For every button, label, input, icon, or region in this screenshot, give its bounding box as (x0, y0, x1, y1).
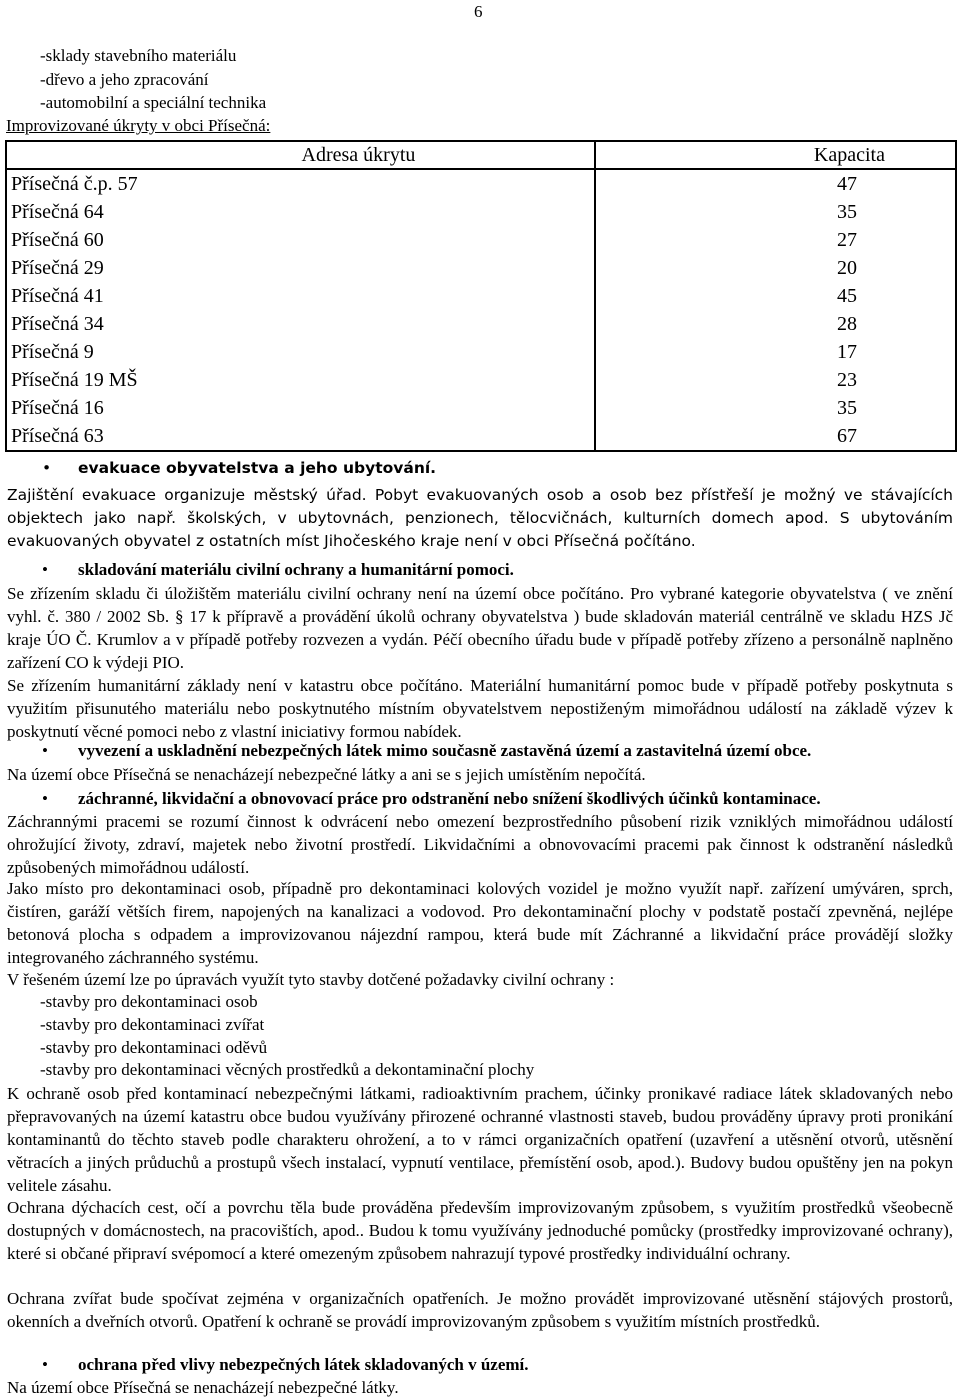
stavby-item-1: -stavby pro dekontaminaci osob (40, 992, 258, 1011)
address-cell: Přísečná 63 (6, 422, 595, 451)
ochrana-text-3: Ochrana zvířat bude spočívat zejména v organizačních opatřeních. Je možno provádět improvizované utěsnění stájových prostorů, okenních a dveřních otvorů. Opatření k ochraně se provádí improvizovaným způsobem s využitím místních prostředků. (7, 1289, 953, 1331)
table-row (6, 254, 956, 282)
address-cell: Přísečná 34 (6, 310, 595, 338)
column-header-address: Adresa úkrytu (6, 141, 595, 169)
stavby-item-4: -stavby pro dekontaminaci věcných prostředků a dekontaminační plochy (40, 1060, 535, 1079)
table-row (6, 169, 956, 198)
table-row (6, 338, 956, 366)
capacity-cell: 35 (595, 394, 956, 422)
address-cell: Přísečná č.p. 57 (6, 169, 595, 198)
address-cell: Přísečná 41 (6, 282, 595, 310)
shelters-heading: Improvizované úkryty v obci Přísečná: (6, 116, 271, 135)
table-row (6, 198, 956, 226)
intro-line-2: -dřevo a jeho zpracování (40, 70, 209, 89)
table-row (6, 366, 956, 394)
shelters-table (5, 140, 957, 452)
capacity-cell: 47 (595, 169, 956, 198)
address-cell: Přísečná 64 (6, 198, 595, 226)
ochrana-text-1: K ochraně osob před kontaminací nebezpečnými látkami, radioaktivním prachem, účinky pronikavé radiace látek skladovaných nebo přepravovaných na území katastru obce budou využívány přirozené ochranné vlastnosti staveb, budou prováděny úpravy proti pronikání kontaminantů do těchto staveb podle charakteru ohrožení, a to v rámci organizačních opatření (uzavření a utěsnění otvorů, utěsnění větracích a jiných průduchů a prostupů všech instalací, vypnutí ventilace, přemístění osob, apod.). Budovy budou opuštěny jen na pokyn velitele zásahu. (7, 1084, 953, 1195)
table-row (6, 282, 956, 310)
table-row (6, 422, 956, 451)
zachran-text-1: Záchrannými pracemi se rozumí činnost k odvrácení nebo omezení bezprostředního působení rizik vzniklých mimořádnou událostí ohrožující životy, zdraví, majetek nebo životní prostředí. Likvidačními a obnovovacími pracemi pak činnost k odstranění následků způsobených mimořádnou událostí. (7, 812, 953, 877)
capacity-cell: 67 (595, 422, 956, 451)
stavby-item-3: -stavby pro dekontaminaci oděvů (40, 1038, 268, 1057)
humanit-text: Se zřízením humanitární základy není v katastru obce počítáno. Materiální humanitární pomoc bude v případě potřeby poskytnuta s využitím přisunutého materiálu nebo poskytnutého místním obyvatelstvem nepostiženým mimořádnou událostí na základě výzev k poskytnutí věcné pomoci nebo z vlastní iniciativy formou nabídek. (7, 676, 953, 741)
capacity-cell: 28 (595, 310, 956, 338)
vyvezeni-heading: • vyvezení a uskladnění nebezpečných látek mimo současně zastavěná území a zastavitelná území obce. (42, 741, 812, 760)
capacity-cell: 27 (595, 226, 956, 254)
address-cell: Přísečná 16 (6, 394, 595, 422)
bullet-icon: • (42, 789, 48, 808)
zachran-heading: • záchranné, likvidační a obnovovací práce pro odstranění nebo snížení škodlivých účinků kontaminace. (42, 789, 821, 808)
address-cell: Přísečná 19 MŠ (6, 366, 595, 394)
vyvezeni-text: Na území obce Přísečná se nenacházejí nebezpečné látky a ani se s jejich umístěním nepočítá. (7, 765, 646, 784)
capacity-cell: 45 (595, 282, 956, 310)
sklad-heading: • skladování materiálu civilní ochrany a humanitární pomoci. (42, 560, 514, 579)
address-cell: Přísečná 29 (6, 254, 595, 282)
bullet-icon: • (42, 560, 48, 579)
intro-line-1: -sklady stavebního materiálu (40, 46, 237, 65)
sklad-text: Se zřízením skladu či úložištěm materiálu civilní ochrany není na území obce počítáno. Pro vybrané kategorie obyvatelstva ( ve znění vyhl. č. 380 / 2002 Sb. § 17 k přípravě a provádění úkolů ochrany obyvatelstva ) bude skladován materiál centrálně ve skladu HZS Jč kraje ÚO Č. Krumlov a v případě potřeby rozvezen a vydán. Péčí obecního úřadu bude v případě potřeby zřízeno a personálně naplněno zařízení CO k výdeji PIO. (7, 584, 953, 672)
bullet-icon: • (42, 741, 48, 760)
vlivy-text: Na území obce Přísečná se nenacházejí nebezpečné látky. (7, 1378, 399, 1397)
capacity-cell: 17 (595, 338, 956, 366)
table-row (6, 310, 956, 338)
zachran-text-3: V řešeném území lze po úpravách využít tyto stavby dotčené požadavky civilní ochrany : (7, 970, 615, 989)
evakuace-heading: • evakuace obyvatelstva a jeho ubytování. (42, 459, 437, 477)
capacity-cell: 23 (595, 366, 956, 394)
table-header-row (6, 141, 956, 169)
vlivy-heading: • ochrana před vlivy nebezpečných látek skladovaných v území. (42, 1355, 529, 1374)
evakuace-text: Zajištění evakuace organizuje městský úřad. Pobyt evakuovaných osob a osob bez přístřeší je možný ve stávajících objektech jako např. školských, v ubytovnách, penzionech, tělocvičnách, kulturních domech apod. S ubytováním evakuovaných obyvatel z ostatních míst Jihočeského kraje není v obci Přísečná počítáno. (7, 486, 953, 550)
bullet-icon: • (42, 1355, 48, 1374)
capacity-cell: 35 (595, 198, 956, 226)
address-cell: Přísečná 9 (6, 338, 595, 366)
column-header-capacity: Kapacita (595, 141, 956, 169)
zachran-text-2: Jako místo pro dekontaminaci osob, případně pro dekontaminaci kolových vozidel je možno využít např. zařízení umýváren, sprch, čistíren, garáží větších firem, napojených na kanalizaci a vodovod. Pro dekontaminační plochy v podstatě postačí zpevněná, nejlépe betonová plocha s odpadem a improvizovanou nájezdní rampou, která bude mít Záchranné a likvidační práce provádějí složky integrovaného záchranného systému. (7, 879, 953, 967)
page-number: 6 (474, 2, 483, 21)
stavby-item-2: -stavby pro dekontaminaci zvířat (40, 1015, 265, 1034)
capacity-cell: 20 (595, 254, 956, 282)
ochrana-text-2: Ochrana dýchacích cest, očí a povrchu těla bude prováděna především improvizovaným způsobem, s využitím prostředků všeobecně dostupných v domácnostech, na pracovištích, apod.. Budou k tomu využívány jednoduché pomůcky (prostředky improvizované ochrany), které si občané připraví svépomocí a které omezeným způsobem nahrazují typové prostředky individuální ochrany. (7, 1198, 953, 1263)
address-cell: Přísečná 60 (6, 226, 595, 254)
intro-line-3: -automobilní a speciální technika (40, 93, 267, 112)
table-row (6, 226, 956, 254)
table-row (6, 394, 956, 422)
bullet-icon: • (42, 459, 52, 477)
